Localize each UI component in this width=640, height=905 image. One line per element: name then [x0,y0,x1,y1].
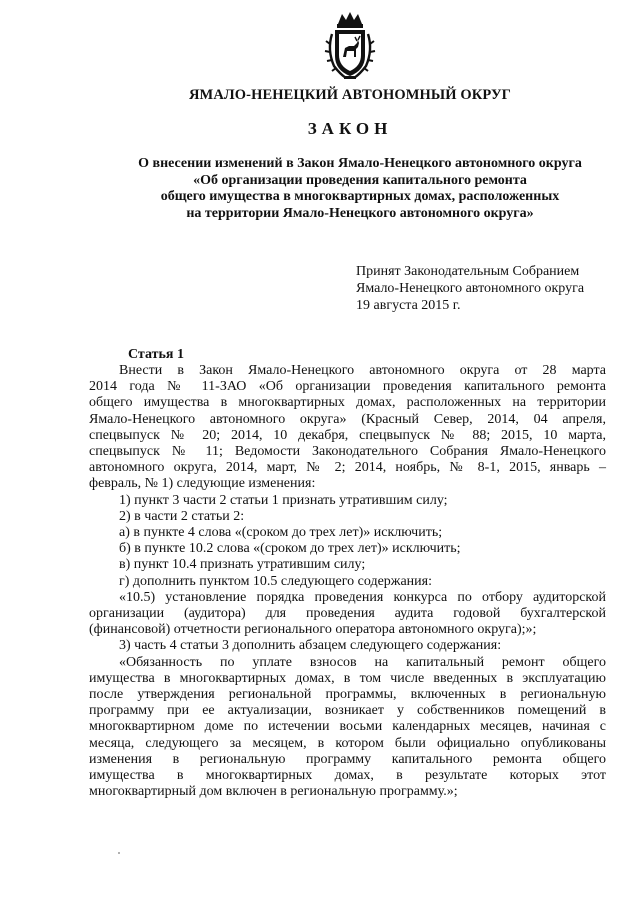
law-title-line: «Об организации проведения капитального ремонта [193,172,527,188]
body-line: Ямало-Ненецкого автономного округа» (Красный Север, 2014, 04 апреля, [89,411,606,427]
list-item: а) в пункте 4 слова «(сроком до трех лет)» исключить; [119,525,443,541]
adoption-line: Принят Законодательным Собранием [356,264,580,279]
body-line: имущества в многоквартирных домах, в том числе введенных в эксплуатацию [89,670,606,686]
list-item: 2) в части 2 статьи 2: [119,508,245,524]
article-heading: Статья 1 [128,347,184,362]
document-type: ЗАКОН [307,119,393,138]
body-line: многоквартирный дом включен в региональную программу.»; [89,784,458,800]
law-title [80,156,640,222]
list-item: 1) пункт 3 части 2 статьи 1 признать утратившим силу; [119,492,448,508]
list-item: 3) часть 4 статьи 3 дополнить абзацем следующего содержания: [119,638,502,654]
body-line: «10.5) установление порядка проведения конкурса по отбору аудиторской [119,589,606,605]
body-line: программу при ее актуализации, возникает у собственников помещений в [89,703,606,719]
body-line: «Обязанность по уплате взносов на капитальный ремонт общего [119,654,606,670]
body-line: спецвыпуск № 20; 2014, 10 декабря, спецвыпуск № 88; 2015, 10 марта, [89,427,606,443]
body-line: после утверждения региональной программы, включенных в региональную [89,687,606,703]
adoption-line: 19 августа 2015 г. [356,298,461,313]
body-line: организации (аудитора) для проведения аудита годовой бухгалтерской [89,606,606,622]
body-line: 2014 года № 11-ЗАО «Об организации проведения капитального ремонта [89,379,606,395]
body-line: (финансовой) отчетности регионального оператора автономного округа);»; [89,622,537,638]
body-line: имущества в многоквартирных домах, в результате которых этот [89,768,606,784]
scan-speck [118,852,120,854]
body-line: месяца, следующего за месяцем, в котором были официально опубликованы [89,735,606,751]
adoption-note [356,263,584,314]
article-body [89,363,606,800]
body-line: Внести в Закон Ямало-Ненецкого автономного округа от 28 марта [119,363,606,378]
body-line: многоквартирном доме по истечении восьми календарных месяцев, начиная с [89,719,606,735]
body-line: изменения в региональную программу капитального ремонта общего [89,751,606,767]
law-title-line: О внесении изменений в Закон Ямало-Ненецкого автономного округа [138,156,582,171]
list-item: г) дополнить пунктом 10.5 следующего содержания: [119,573,432,589]
list-item: б) в пункте 10.2 слова «(сроком до трех лет)» исключить; [119,541,461,557]
body-line: автономного округа, 2014, март, № 2; 2014, ноябрь, № 8-1, 2015, январь – [89,460,606,476]
body-line: спецвыпуск № 11; Ведомости Законодательного Собрания Ямало-Ненецкого [89,444,606,460]
law-title-line: общего имущества в многоквартирных домах, расположенных [160,189,560,204]
body-line: общего имущества в многоквартирных домах, расположенных на территории [89,395,606,411]
adoption-line: Ямало-Ненецкого автономного округа [356,281,585,296]
list-item: в) пункт 10.4 признать утратившим силу; [119,557,366,573]
body-line: февраль, № 1) следующие изменения: [89,476,316,492]
coat-of-arms-icon [324,10,376,82]
region-name: ЯМАЛО-НЕНЕЦКИЙ АВТОНОМНЫЙ ОКРУГ [188,87,512,103]
law-title-line: на территории Ямало-Ненецкого автономного округа» [186,205,534,221]
